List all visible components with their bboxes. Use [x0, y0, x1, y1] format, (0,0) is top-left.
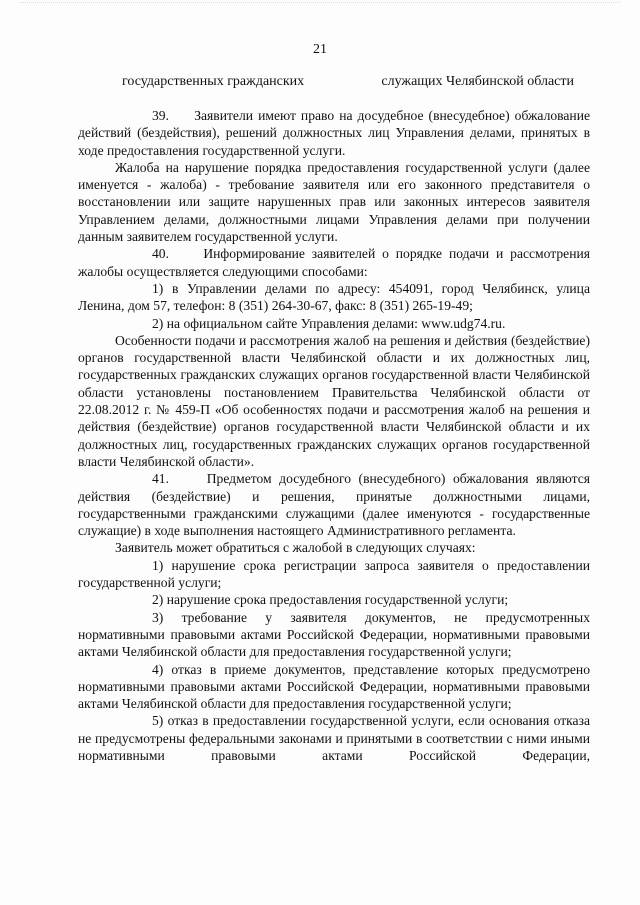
list-item-case-5 [78, 712, 590, 764]
list-item-case-1 [78, 557, 590, 592]
list-item-case-3 [78, 609, 590, 661]
document-body [78, 107, 590, 764]
running-header-right: служащих Челябинской области [381, 74, 574, 89]
paragraph-text: Особенности подачи и рассмотрения жалоб на решения и действия (бездействие) органов государственной власти Челябинской области и их должностных лиц, государственных гражданских служащих органов государственной власти Челябинской области установлены постановлением Правительства Челябинской области от 22.08.2012 г. № 459-П «Об особенностях подачи и рассмотрения жалоб на решения и действия (бездействие) органов государственной власти Челябинской области и их должностных лиц, государственных гражданских служащих органов государственной власти Челябинской области». [78, 332, 590, 469]
scan-artifact [20, 2, 620, 7]
list-item-address [78, 280, 590, 315]
running-header-left: государственных гражданских [122, 74, 305, 89]
list-item-text: на официальном сайте Управления делами: www.udg74.ru. [166, 315, 506, 331]
page-number: 21 [313, 42, 327, 57]
list-item-number: 2) [152, 592, 164, 608]
paragraph-text: Заявитель может обратиться с жалобой в следующих случаях: [115, 540, 476, 556]
list-item-text: нарушение срока регистрации запроса заявителя о предоставлении государственной услуги; [78, 557, 590, 591]
paragraph-41 [78, 470, 590, 539]
list-item-number: 4) [152, 661, 164, 677]
paragraph-number: 41. [152, 471, 169, 487]
running-header [78, 74, 598, 90]
list-item-case-2 [78, 591, 590, 608]
paragraph-39 [78, 107, 590, 159]
paragraph-complaint-definition [78, 159, 590, 245]
paragraph-complaint-cases-intro [78, 539, 590, 556]
list-item-number: 1) [152, 280, 164, 296]
paragraph-text: Заявители имеют право на досудебное (внесудебное) обжалование действий (бездействия), решений должностных лиц Управления делами, принятых в ходе предоставления государственной услуги. [78, 108, 591, 158]
list-item-number: 3) [152, 609, 164, 625]
list-item-text: требование у заявителя документов, не предусмотренных нормативными правовыми актами Российской Федерации, нормативными правовыми актами Челябинской области для предоставления государственной услуги; [78, 609, 590, 660]
list-item-case-4 [78, 661, 590, 713]
list-item-text: нарушение срока предоставления государственной услуги; [166, 592, 509, 608]
paragraph-text: Жалоба на нарушение порядка предоставления государственной услуги (далее именуется - жалоба) - требование заявителя или его законного представителя о восстановлении или защите нарушенных прав или законных интересов заявителя Управлением делами, должностными лицами Управления делами при получении данным заявителем государственной услуги. [78, 159, 590, 245]
list-item-number: 5) [152, 713, 164, 729]
list-item-text: отказ в приеме документов, представление которых предусмотрено нормативными правовыми актами Российской Федерации, нормативными правовыми актами Челябинской области для предоставления государственной услуги; [78, 661, 590, 712]
paragraph-40 [78, 245, 590, 280]
paragraph-complaint-features [78, 332, 590, 470]
paragraph-number: 40. [152, 246, 169, 262]
paragraph-number: 39. [152, 108, 169, 123]
list-item-text: отказ в предоставлении государственной услуги, если основания отказа не предусмотрены федеральными законами и принятыми в соответствии с ними иными нормативными правовыми актами Российской Федерации, [78, 713, 590, 763]
list-item-number: 2) [152, 315, 164, 331]
list-item-website [78, 315, 590, 332]
list-item-text: в Управлении делами по адресу: 454091, город Челябинск, улица Ленина, дом 57, телефон: 8 (351) 264-30-67, факс: 8 (351) 265-19-49; [78, 280, 590, 314]
list-item-number: 1) [152, 557, 164, 573]
paragraph-text: Предметом досудебного (внесудебного) обжалования являются действия (бездействие) и решения, принятые должностными лицами, государственными гражданскими служащими (далее именуются - государственные служащие) в ходе выполнения настоящего Административного регламента. [78, 471, 590, 539]
paragraph-text: Информирование заявителей о порядке подачи и рассмотрения жалобы осуществляется следующими способами: [78, 246, 590, 279]
